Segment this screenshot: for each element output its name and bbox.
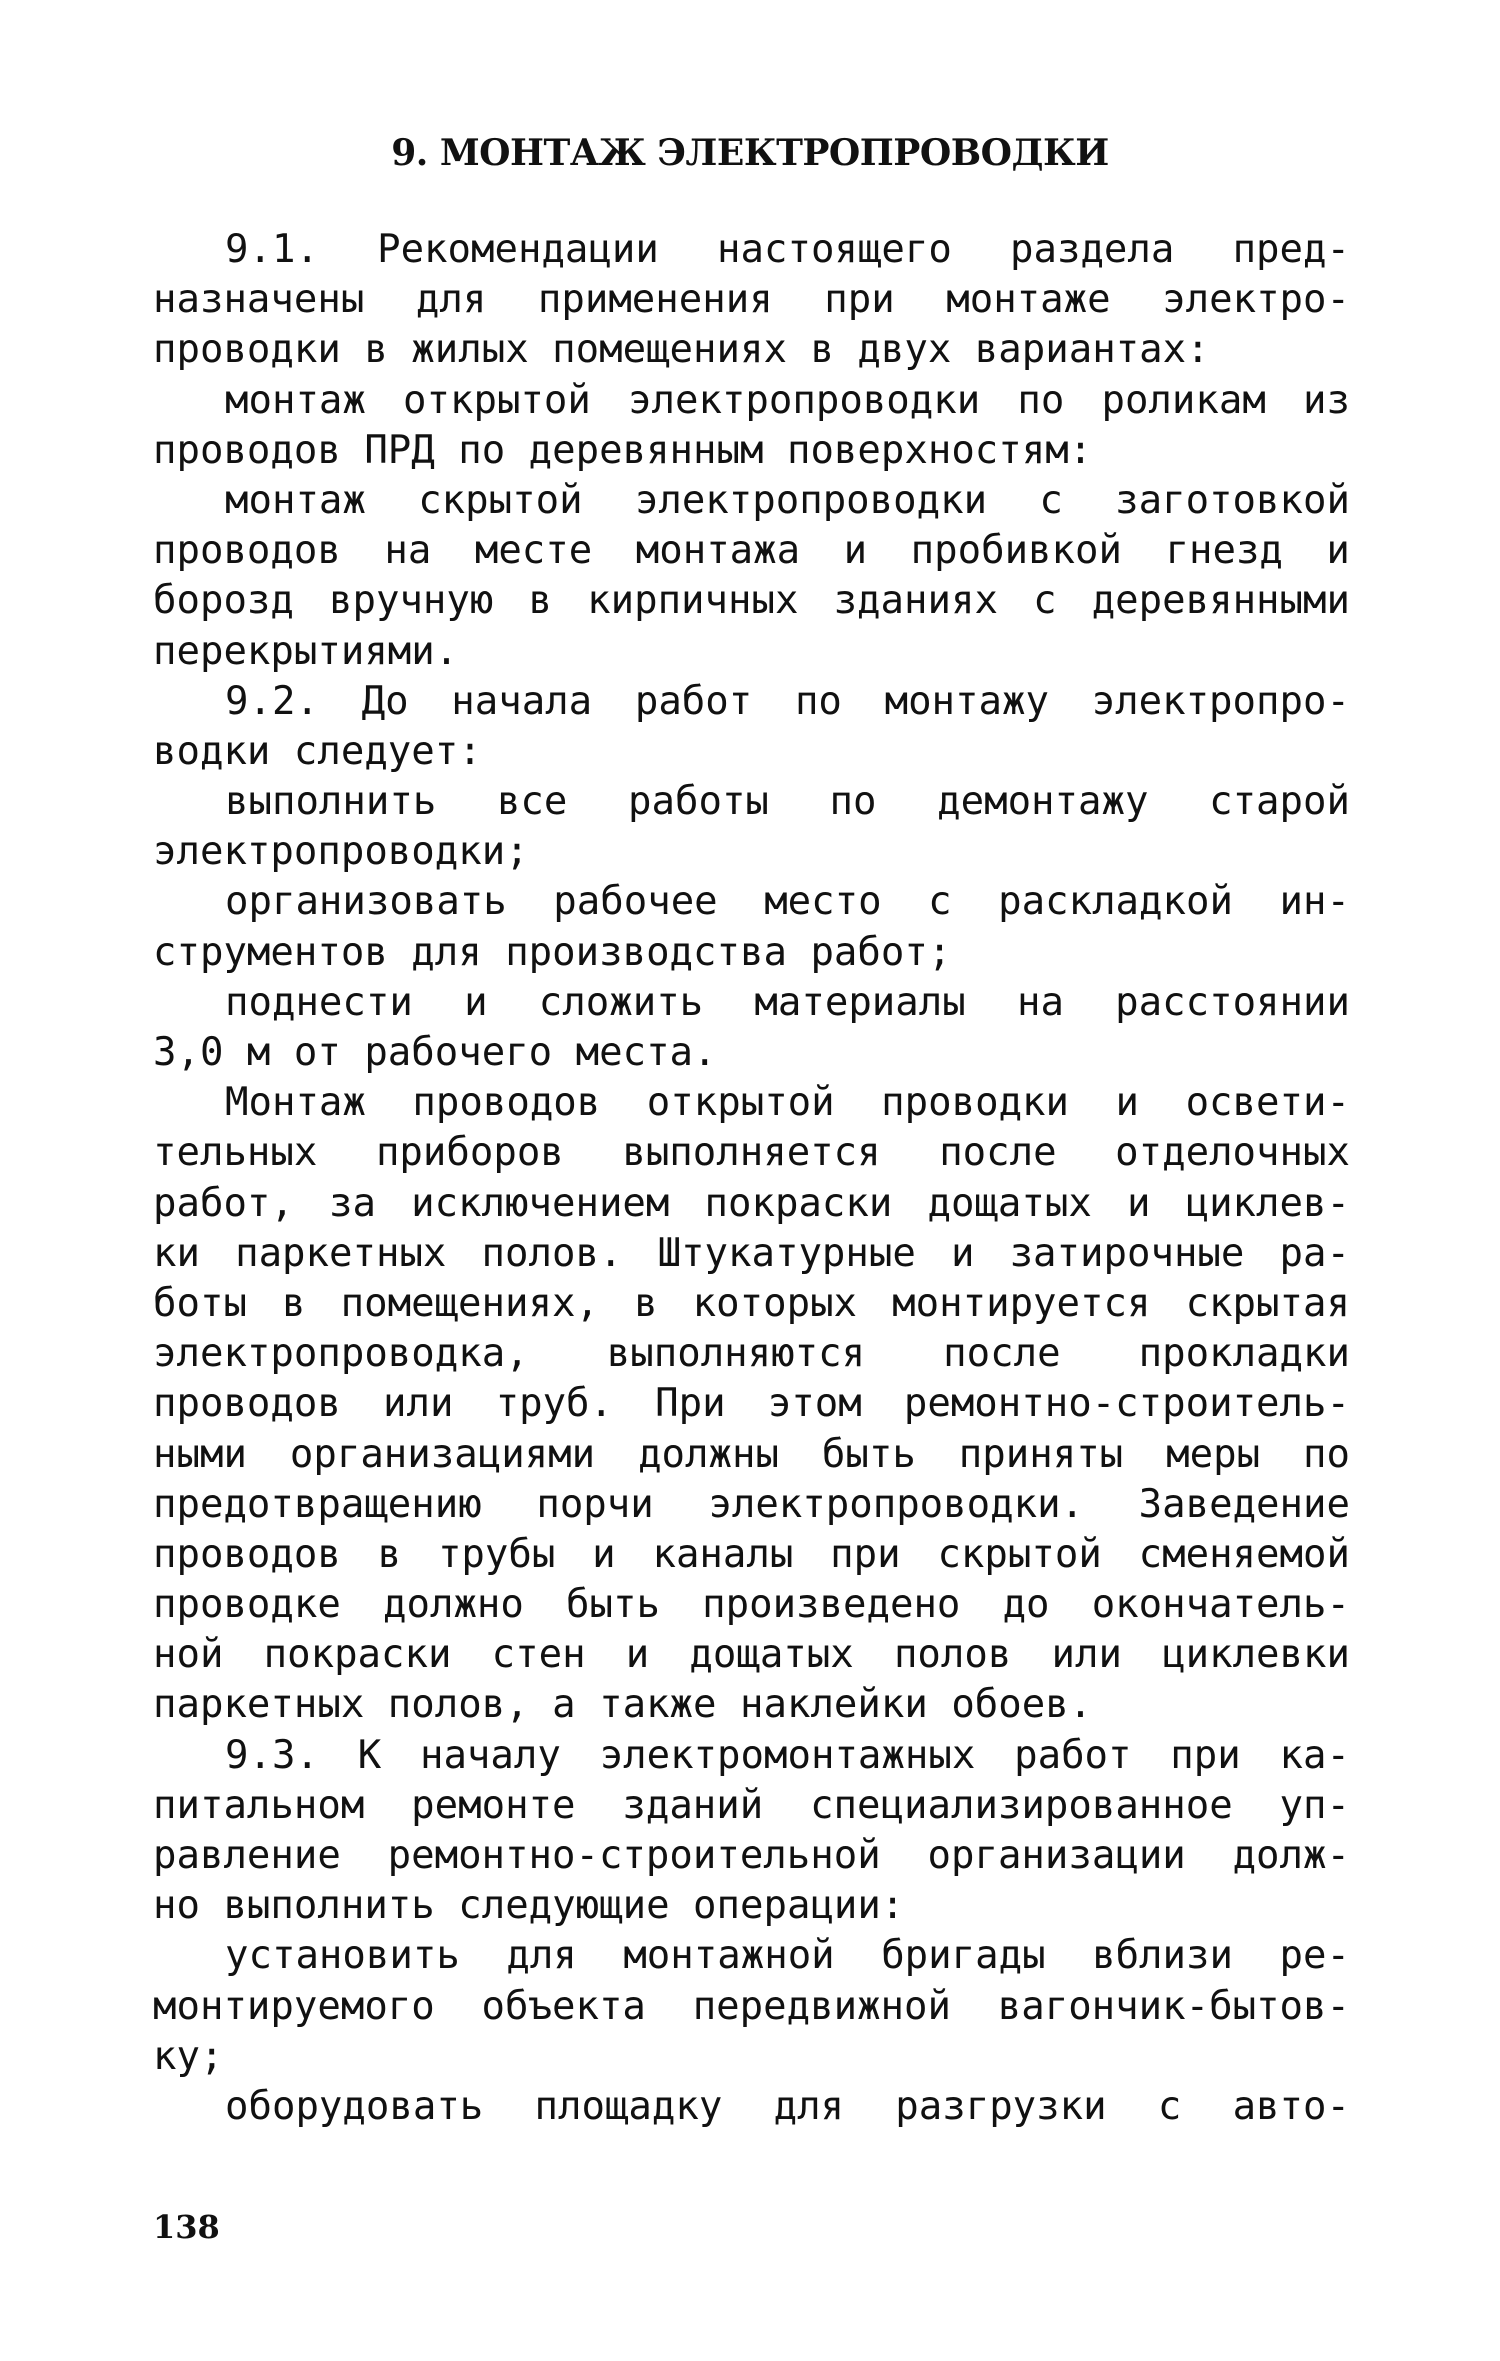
word: электропроводки [634, 477, 988, 523]
word: материалы [754, 979, 966, 1025]
word: монтажной [623, 1933, 835, 1979]
word: порчи [536, 1481, 654, 1527]
text-line: но выполнить следующие операции: [153, 1883, 905, 1929]
word: организовать [225, 879, 507, 925]
text-line [153, 677, 1350, 727]
word: место [764, 879, 882, 925]
word: вблизи [1092, 1933, 1233, 1979]
word: циклев- [1185, 1180, 1350, 1226]
word: до [1002, 1582, 1050, 1628]
text-line [153, 1480, 1350, 1530]
word: произведено [702, 1582, 961, 1628]
word: скрытая [1185, 1280, 1350, 1326]
word: в [634, 1280, 658, 1326]
text-line [153, 376, 1350, 426]
word: ки [153, 1230, 200, 1276]
word: авто- [1232, 2083, 1350, 2129]
word: монтаж [225, 477, 366, 523]
word: организации [927, 1833, 1186, 1878]
text-line [153, 1781, 1350, 1831]
word: проводов [153, 1381, 341, 1427]
word: Рекомендации [377, 227, 659, 272]
word: заготовкой [1115, 477, 1350, 523]
page-number: 138 [153, 2208, 220, 2246]
word: начала [451, 678, 593, 724]
text-line [153, 1731, 1350, 1781]
word: полов. [481, 1230, 623, 1276]
word: специализированное [810, 1782, 1233, 1828]
word: каналы [652, 1531, 794, 1577]
word: проводки [881, 1080, 1070, 1126]
word: по [1303, 1431, 1350, 1477]
word: расстоянии [1115, 979, 1350, 1025]
word: ными [153, 1431, 247, 1477]
word: и [1326, 528, 1350, 574]
word: тельных [153, 1130, 318, 1176]
word: для [506, 1933, 577, 1979]
word: ра- [1279, 1230, 1350, 1276]
word: с [928, 879, 952, 925]
word: боты [153, 1280, 247, 1326]
word: вручную [329, 578, 494, 624]
word: ной [153, 1632, 224, 1678]
word: после [943, 1331, 1061, 1377]
text-line [153, 1179, 1350, 1229]
word: месте [474, 528, 593, 574]
word: 9.3. [225, 1732, 319, 1778]
word: на [384, 528, 432, 574]
word: Монтаж [225, 1080, 366, 1126]
word: раскладкой [998, 879, 1233, 925]
word: применения [537, 277, 773, 323]
word: должны [638, 1431, 779, 1477]
word: ремонте [411, 1782, 576, 1828]
word: и [464, 979, 488, 1025]
text-line [153, 1279, 1350, 1329]
word: с [1157, 2083, 1182, 2129]
text-line [153, 1128, 1350, 1178]
word: или [1051, 1632, 1122, 1678]
word: с [1039, 477, 1063, 523]
word: и [592, 1531, 616, 1577]
word: которых [692, 1280, 858, 1326]
word: с [1033, 578, 1057, 624]
word: электропроводки [628, 377, 981, 423]
word: окончатель- [1091, 1582, 1350, 1628]
word: 9.1. [225, 227, 319, 272]
word: При [655, 1381, 726, 1427]
word: кирпичных [587, 578, 799, 624]
word: роликам [1101, 377, 1266, 423]
word: меры [1166, 1431, 1261, 1477]
word: борозд [153, 578, 294, 624]
word: работы [628, 779, 769, 825]
text-line [153, 1982, 1350, 2032]
word: передвижной [692, 1983, 951, 2029]
word: при [1170, 1732, 1241, 1778]
text-line [153, 476, 1350, 526]
word: старой [1209, 779, 1350, 825]
word: и [950, 1230, 975, 1276]
section-heading: 9. МОНТАЖ ЭЛЕКТРОПРОВОДКИ [391, 132, 1109, 174]
text-line [153, 777, 1350, 827]
word: монтаже [946, 277, 1111, 323]
word: циклевки [1162, 1632, 1350, 1678]
word: установить [225, 1933, 460, 1979]
text-line [153, 576, 1350, 626]
word: в [282, 1280, 306, 1326]
word: стен [491, 1632, 586, 1678]
word: уп- [1279, 1782, 1350, 1828]
word: сменяемой [1138, 1531, 1350, 1577]
text-line: водки следует: [153, 728, 482, 774]
word: скрытой [418, 477, 583, 523]
word: зданиях [833, 578, 998, 624]
word: оборудовать [225, 2083, 484, 2129]
word: разгрузки [895, 2083, 1107, 2129]
word: работ [1014, 1732, 1132, 1778]
text-line [153, 2082, 1350, 2132]
word: электропроводки. [708, 1481, 1085, 1527]
word: паркетных [235, 1230, 447, 1276]
word: электро- [1162, 277, 1350, 323]
word: проводов [153, 1531, 341, 1577]
text-line [153, 877, 1350, 927]
word: Заведение [1138, 1481, 1350, 1527]
word: этом [767, 1381, 862, 1427]
word: для [773, 2083, 845, 2129]
word: настоящего [717, 227, 952, 272]
text-line [153, 1931, 1350, 1981]
word: проводов [153, 528, 341, 574]
text-line: паркетных полов, а также наклейки обоев. [153, 1682, 1093, 1728]
word: электропроводка, [153, 1331, 529, 1377]
word: для [415, 277, 487, 323]
word: бригады [881, 1933, 1046, 1979]
text-line [153, 1078, 1350, 1128]
word: рабочее [553, 879, 718, 925]
word: выполняются [606, 1331, 866, 1377]
word: монтажу [884, 678, 1049, 724]
word: покраски [263, 1632, 452, 1678]
word: скрытой [937, 1531, 1102, 1577]
word: в [528, 578, 552, 624]
word: монтируемого [153, 1983, 435, 2029]
word: исключением [411, 1180, 670, 1226]
text-line [153, 1831, 1350, 1881]
word: дощатых [689, 1632, 854, 1678]
word: монтажа [635, 528, 801, 574]
text-line: проводки в жилых помещениях в двух вариантах: [153, 327, 1210, 373]
word: все [496, 779, 568, 825]
text-line [153, 225, 1350, 275]
word: быть [566, 1582, 660, 1628]
word: за [329, 1180, 376, 1226]
word: деревянными [1091, 578, 1350, 624]
word: работ [634, 678, 753, 724]
word: Штукатурные [657, 1230, 916, 1276]
text-line [153, 1329, 1350, 1379]
word: пред- [1232, 227, 1350, 272]
word: по [794, 678, 842, 724]
body-text [153, 225, 1350, 2132]
word: электромонтажных [599, 1732, 976, 1778]
text-line [153, 275, 1350, 325]
word: и [843, 528, 868, 574]
text-line [153, 1630, 1350, 1680]
word: равление [153, 1833, 341, 1878]
text-line: перекрытиями. [153, 628, 459, 674]
word: отделочных [1115, 1130, 1350, 1176]
word: полов [893, 1632, 1012, 1678]
text-line: проводов ПРД по деревянным поверхностям: [153, 427, 1093, 473]
word: электропро- [1091, 678, 1350, 724]
word: освети- [1185, 1080, 1350, 1126]
word: предотвращению [153, 1481, 482, 1527]
word: в [377, 1531, 402, 1577]
word: помещениях, [340, 1280, 599, 1326]
word: До [361, 678, 409, 724]
word: при [824, 277, 895, 323]
text-line [153, 1530, 1350, 1580]
word: монтаж [225, 377, 366, 423]
word: объекта [481, 1983, 646, 2029]
word: после [939, 1130, 1057, 1176]
word: приборов [375, 1130, 564, 1176]
text-line: 3,0 м от рабочего места. [153, 1030, 717, 1075]
word: гнезд [1165, 528, 1283, 574]
word: при [830, 1531, 901, 1577]
word: работ, [153, 1180, 294, 1226]
word: выполнить [225, 779, 437, 825]
word: открытой [646, 1080, 835, 1126]
word: ре- [1279, 1933, 1350, 1979]
word: площадку [534, 2083, 723, 2129]
text-line [153, 1379, 1350, 1429]
word: организациями [289, 1431, 596, 1477]
text-line [153, 1430, 1350, 1480]
text-line: электропроводки; [153, 829, 529, 875]
word: зданий [622, 1782, 764, 1828]
word: открытой [403, 377, 591, 423]
word: должно [383, 1582, 524, 1628]
word: ремонтно-строитель- [903, 1381, 1350, 1427]
word: покраски [704, 1180, 893, 1226]
word: прокладки [1138, 1331, 1350, 1377]
word: труб. [495, 1381, 614, 1427]
word: ка- [1279, 1732, 1350, 1778]
word: поднести [225, 979, 413, 1025]
word: и [1126, 1180, 1151, 1226]
text-line [153, 978, 1350, 1028]
word: трубы [437, 1531, 556, 1577]
text-line [153, 1229, 1350, 1279]
word: по [1017, 377, 1065, 423]
text-line: струментов для производства работ; [153, 929, 952, 975]
word: выполняется [622, 1130, 881, 1176]
text-line: ку; [153, 2033, 224, 2079]
word: по [829, 779, 877, 825]
word: или [383, 1381, 454, 1427]
text-line [153, 526, 1350, 576]
word: питальном [153, 1782, 365, 1828]
word: проводке [153, 1582, 341, 1628]
word: пробивкой [910, 528, 1122, 574]
word: проводов [412, 1080, 601, 1126]
text-line [153, 1580, 1350, 1630]
word: раздела [1010, 227, 1175, 272]
word: назначены [153, 277, 365, 323]
word: ремонтно-строительной [387, 1833, 881, 1878]
word: приняты [958, 1431, 1124, 1477]
word: монтируется [892, 1280, 1151, 1326]
word: на [1016, 979, 1064, 1025]
word: ин- [1279, 879, 1350, 925]
word: демонтажу [937, 779, 1149, 825]
word: вагончик-бытов- [997, 1983, 1350, 2029]
word: сложить [538, 979, 704, 1025]
word: началу [419, 1732, 561, 1778]
word: долж- [1232, 1833, 1350, 1878]
word: затирочные [1009, 1230, 1245, 1276]
word: К [357, 1732, 382, 1778]
word: быть [821, 1431, 916, 1477]
word: и [1115, 1080, 1140, 1126]
word: и [625, 1632, 650, 1678]
word: из [1302, 377, 1350, 423]
word: дощатых [927, 1180, 1092, 1226]
word: 9.2. [225, 678, 319, 724]
